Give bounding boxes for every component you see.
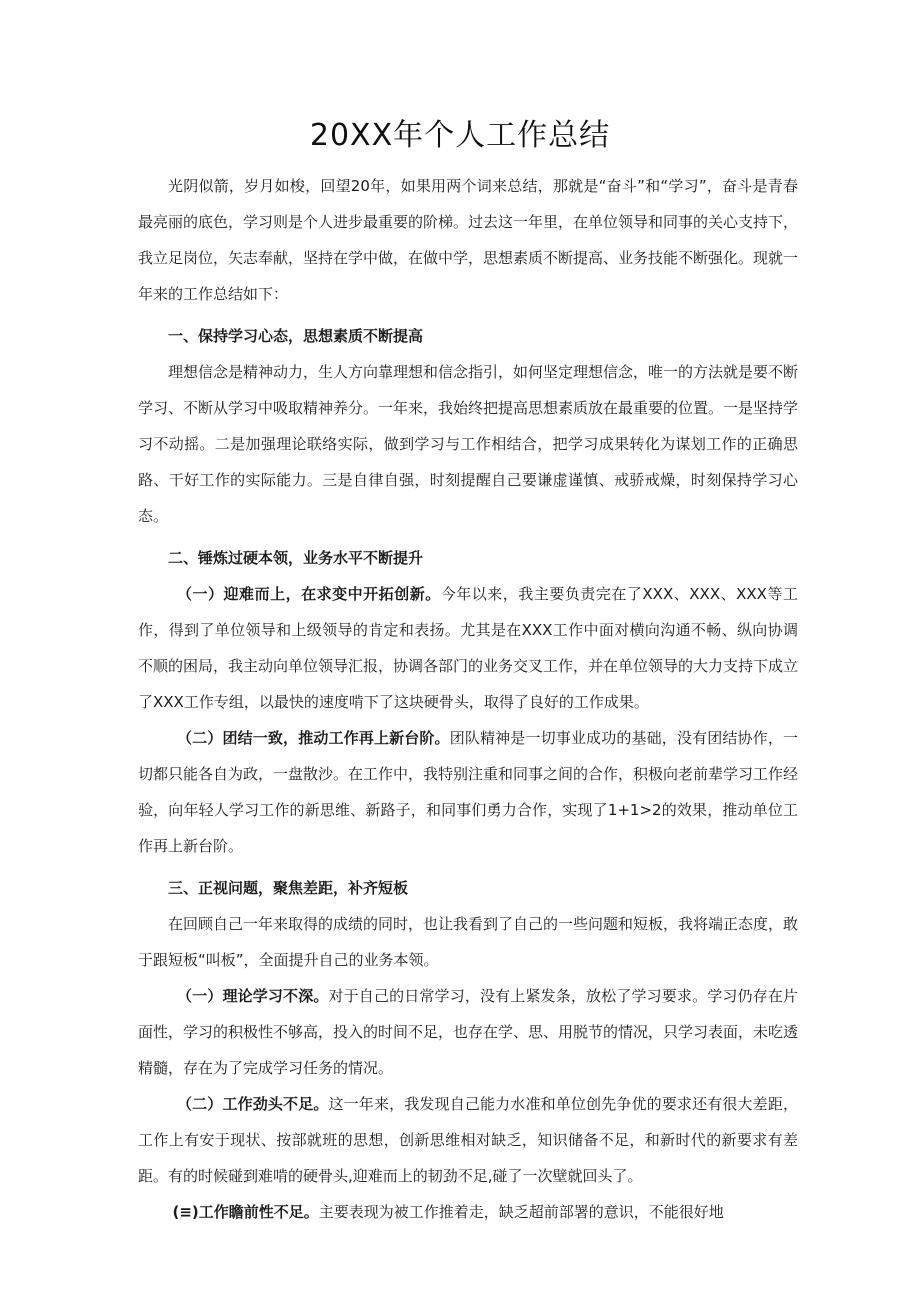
section-3-paragraph: 在回顾自己一年来取得的成绩的同时，也让我看到了自己的一些问题和短板，我将端正态度，敢于跟短板“叫板”，全面提升自己的业务本领。	[138, 915, 799, 969]
subsection-lead: （一）迎难而上，在求变中开拓创新。	[177, 585, 441, 603]
subsection-2-2	[138, 720, 798, 864]
subsection-3-3	[138, 1194, 798, 1230]
intro-paragraph: 光阴似箭，岁月如梭，回望20年，如果用两个词来总结，那就是“奋斗”和“学习”，奋斗是青春最亮丽的底色，学习则是个人进步最重要的阶梯。过去这一年里，在单位领导和同事的关心支持下，我立足岗位，矢志奉献，坚持在学中做，在做中学，思想素质不断提高、业务技能不断强化。现就一年来的工作总结如下：	[138, 177, 799, 303]
section-heading-2: 二、锤炼过硬本领，业务水平不断提升	[168, 549, 424, 567]
document-title: 20XX年个人工作总结	[309, 118, 611, 153]
subsection-lead: （二）工作劲头不足。	[177, 1095, 329, 1113]
document-body	[138, 168, 798, 1230]
subsection-lead: （一）理论学习不深。	[177, 987, 329, 1005]
section-heading-3: 三、正视问题，聚焦差距，补齐短板	[168, 879, 409, 897]
section-heading-1: 一、保持学习心态，思想素质不断提高	[168, 327, 424, 345]
subsection-lead: (≡)工作瞻前性不足。	[172, 1203, 319, 1221]
subsection-text: 这一年来，我发现自己能力水准和单位创先争优的要求还有很大差距，工作上有安于现状、按部就班的思想，创新思维相对缺乏，知识储备不足，和新时代的新要求有差距。有的时候碰到难啃的硬骨头,迎难而上的韧劲不足,碰了一次壁就回头了。	[138, 1095, 798, 1185]
subsection-3-2	[138, 1086, 798, 1194]
section-1-paragraph: 理想信念是精神动力，生人方向靠理想和信念指引，如何坚定理想信念，唯一的方法就是要不断学习、不断从学习中吸取精神养分。一年来，我始终把提高思想素质放在最重要的位置。一是坚持学习不动摇。二是加强理论联络实际，做到学习与工作相结合，把学习成果转化为谋划工作的正确思路、干好工作的实际能力。三是自律自强，时刻提醒自己要谦虚谨慎、戒骄戒燥，时刻保持学习心态。	[138, 363, 799, 525]
subsection-text: 主要表现为被工作推着走，缺乏超前部署的意识，不能很好地	[318, 1203, 724, 1221]
subsection-text: 对于自己的日常学习，没有上紧发条，放松了学习要求。学习仍存在片面性，学习的积极性不够高，投入的时间不足，也存在学、思、用脱节的情况，只学习表面，未吃透精髓，存在为了完成学习任务的情况。	[138, 987, 799, 1077]
subsection-lead: （二）团结一致，推动工作再上新台阶。	[177, 729, 450, 747]
subsection-text: 团队精神是一切事业成功的基础，没有团结协作，一切都只能各自为政，一盘散沙。在工作中，我特别注重和同事之间的合作，积极向老前辈学习工作经验，向年轻人学习工作的新思维、新路子，和同事们勇力合作，实现了1+1>2的效果，推动单位工作再上新台阶。	[138, 729, 799, 855]
subsection-text: 今年以来，我主要负责完在了XXX、XXX、XXX等工作，得到了单位领导和上级领导的肯定和表扬。尤其是在XXX工作中面对横向沟通不畅、纵向协调不顺的困局，我主动向单位领导汇报，协调各部门的业务交叉工作，并在单位领导的大力支持下成立了XXX工作专组，以最快的速度啃下了这块硬骨头，取得了良好的工作成果。	[138, 585, 799, 711]
subsection-2-1	[138, 576, 798, 720]
subsection-3-1	[138, 978, 798, 1086]
